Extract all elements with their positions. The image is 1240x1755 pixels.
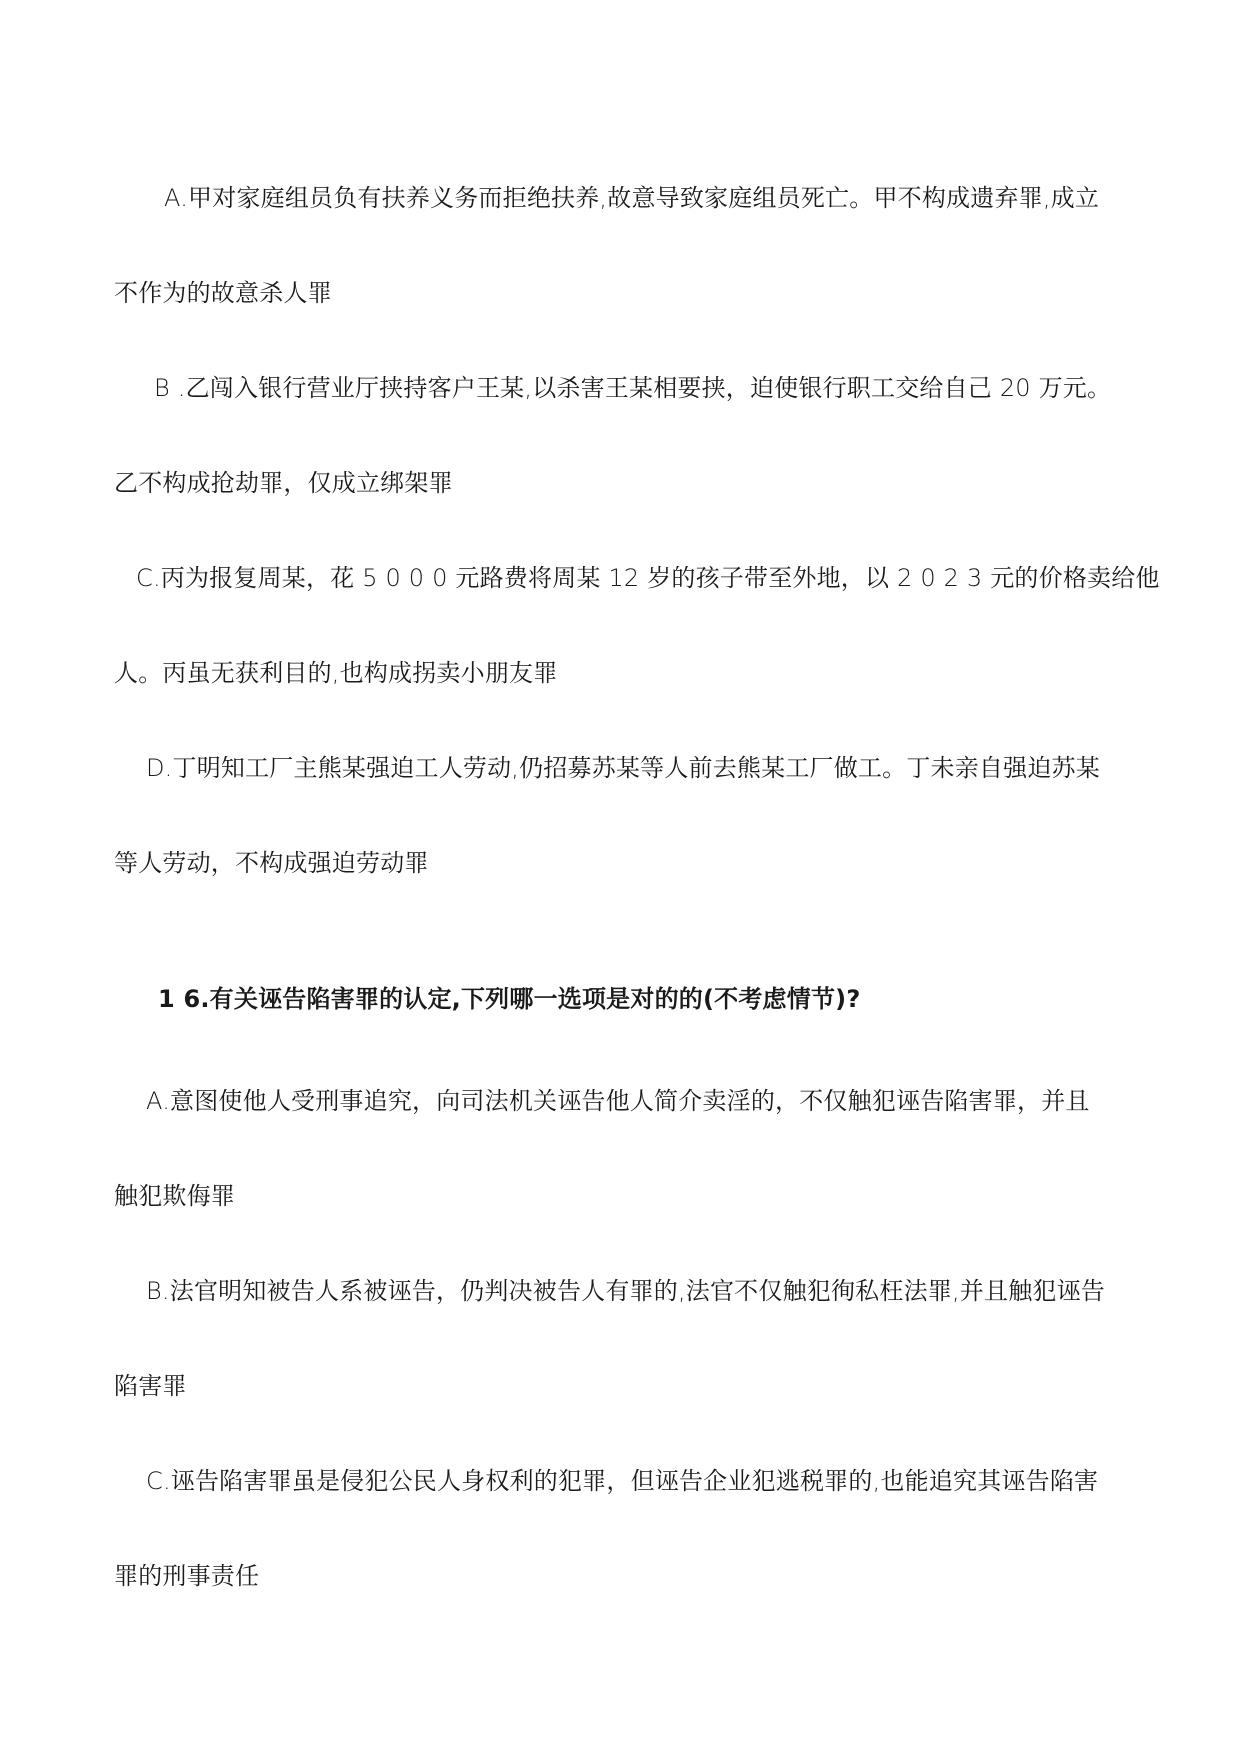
option-a-line-1: A.甲对家庭组员负有扶养义务而拒绝扶养,故意导致家庭组员死亡。甲不构成遗弃罪,成立 <box>164 184 1100 212</box>
option-b-line-2: 乙不构成抢劫罪，仅成立绑架罪 <box>114 469 453 497</box>
q16-option-b-line-2: 陷害罪 <box>114 1372 187 1400</box>
q16-option-b-line-1: B.法官明知被告人系被诬告，仍判决被告人有罪的,法官不仅触犯徇私枉法罪,并且触犯诬告 <box>146 1277 1105 1305</box>
option-c-line-2: 人。丙虽无获利目的,也构成拐卖小朋友罪 <box>114 659 558 687</box>
option-d-line-1: D.丁明知工厂主熊某强迫工人劳动,仍招募苏某等人前去熊某工厂做工。丁未亲自强迫苏某 <box>146 754 1100 782</box>
q16-option-c-line-1: C.诬告陷害罪虽是侵犯公民人身权利的犯罪，但诬告企业犯逃税罪的,也能追究其诬告陷害 <box>146 1467 1099 1495</box>
option-a-line-2: 不作为的故意杀人罪 <box>114 279 332 307</box>
q16-option-c-line-2: 罪的刑事责任 <box>114 1562 260 1590</box>
q16-option-a-line-2: 触犯欺侮罪 <box>114 1182 235 1210</box>
option-c-line-1: C.丙为报复周某，花 5 0 0 0 元路费将周某 12 岁的孩子带至外地，以 2 0 2 3 元的价格卖给他 <box>136 564 1160 592</box>
question-16-heading: 1 6.有关诬告陷害罪的认定,下列哪一选项是对的的(不考虑情节)? <box>158 985 861 1013</box>
option-b-line-1: B .乙闯入银行营业厅挟持客户王某,以杀害王某相要挟，迫使银行职工交给自己 20 万元。 <box>154 374 1112 402</box>
option-d-line-2: 等人劳动，不构成强迫劳动罪 <box>114 849 429 877</box>
q16-option-a-line-1: A.意图使他人受刑事追究，向司法机关诬告他人简介卖淫的，不仅触犯诬告陷害罪，并且 <box>146 1087 1090 1115</box>
